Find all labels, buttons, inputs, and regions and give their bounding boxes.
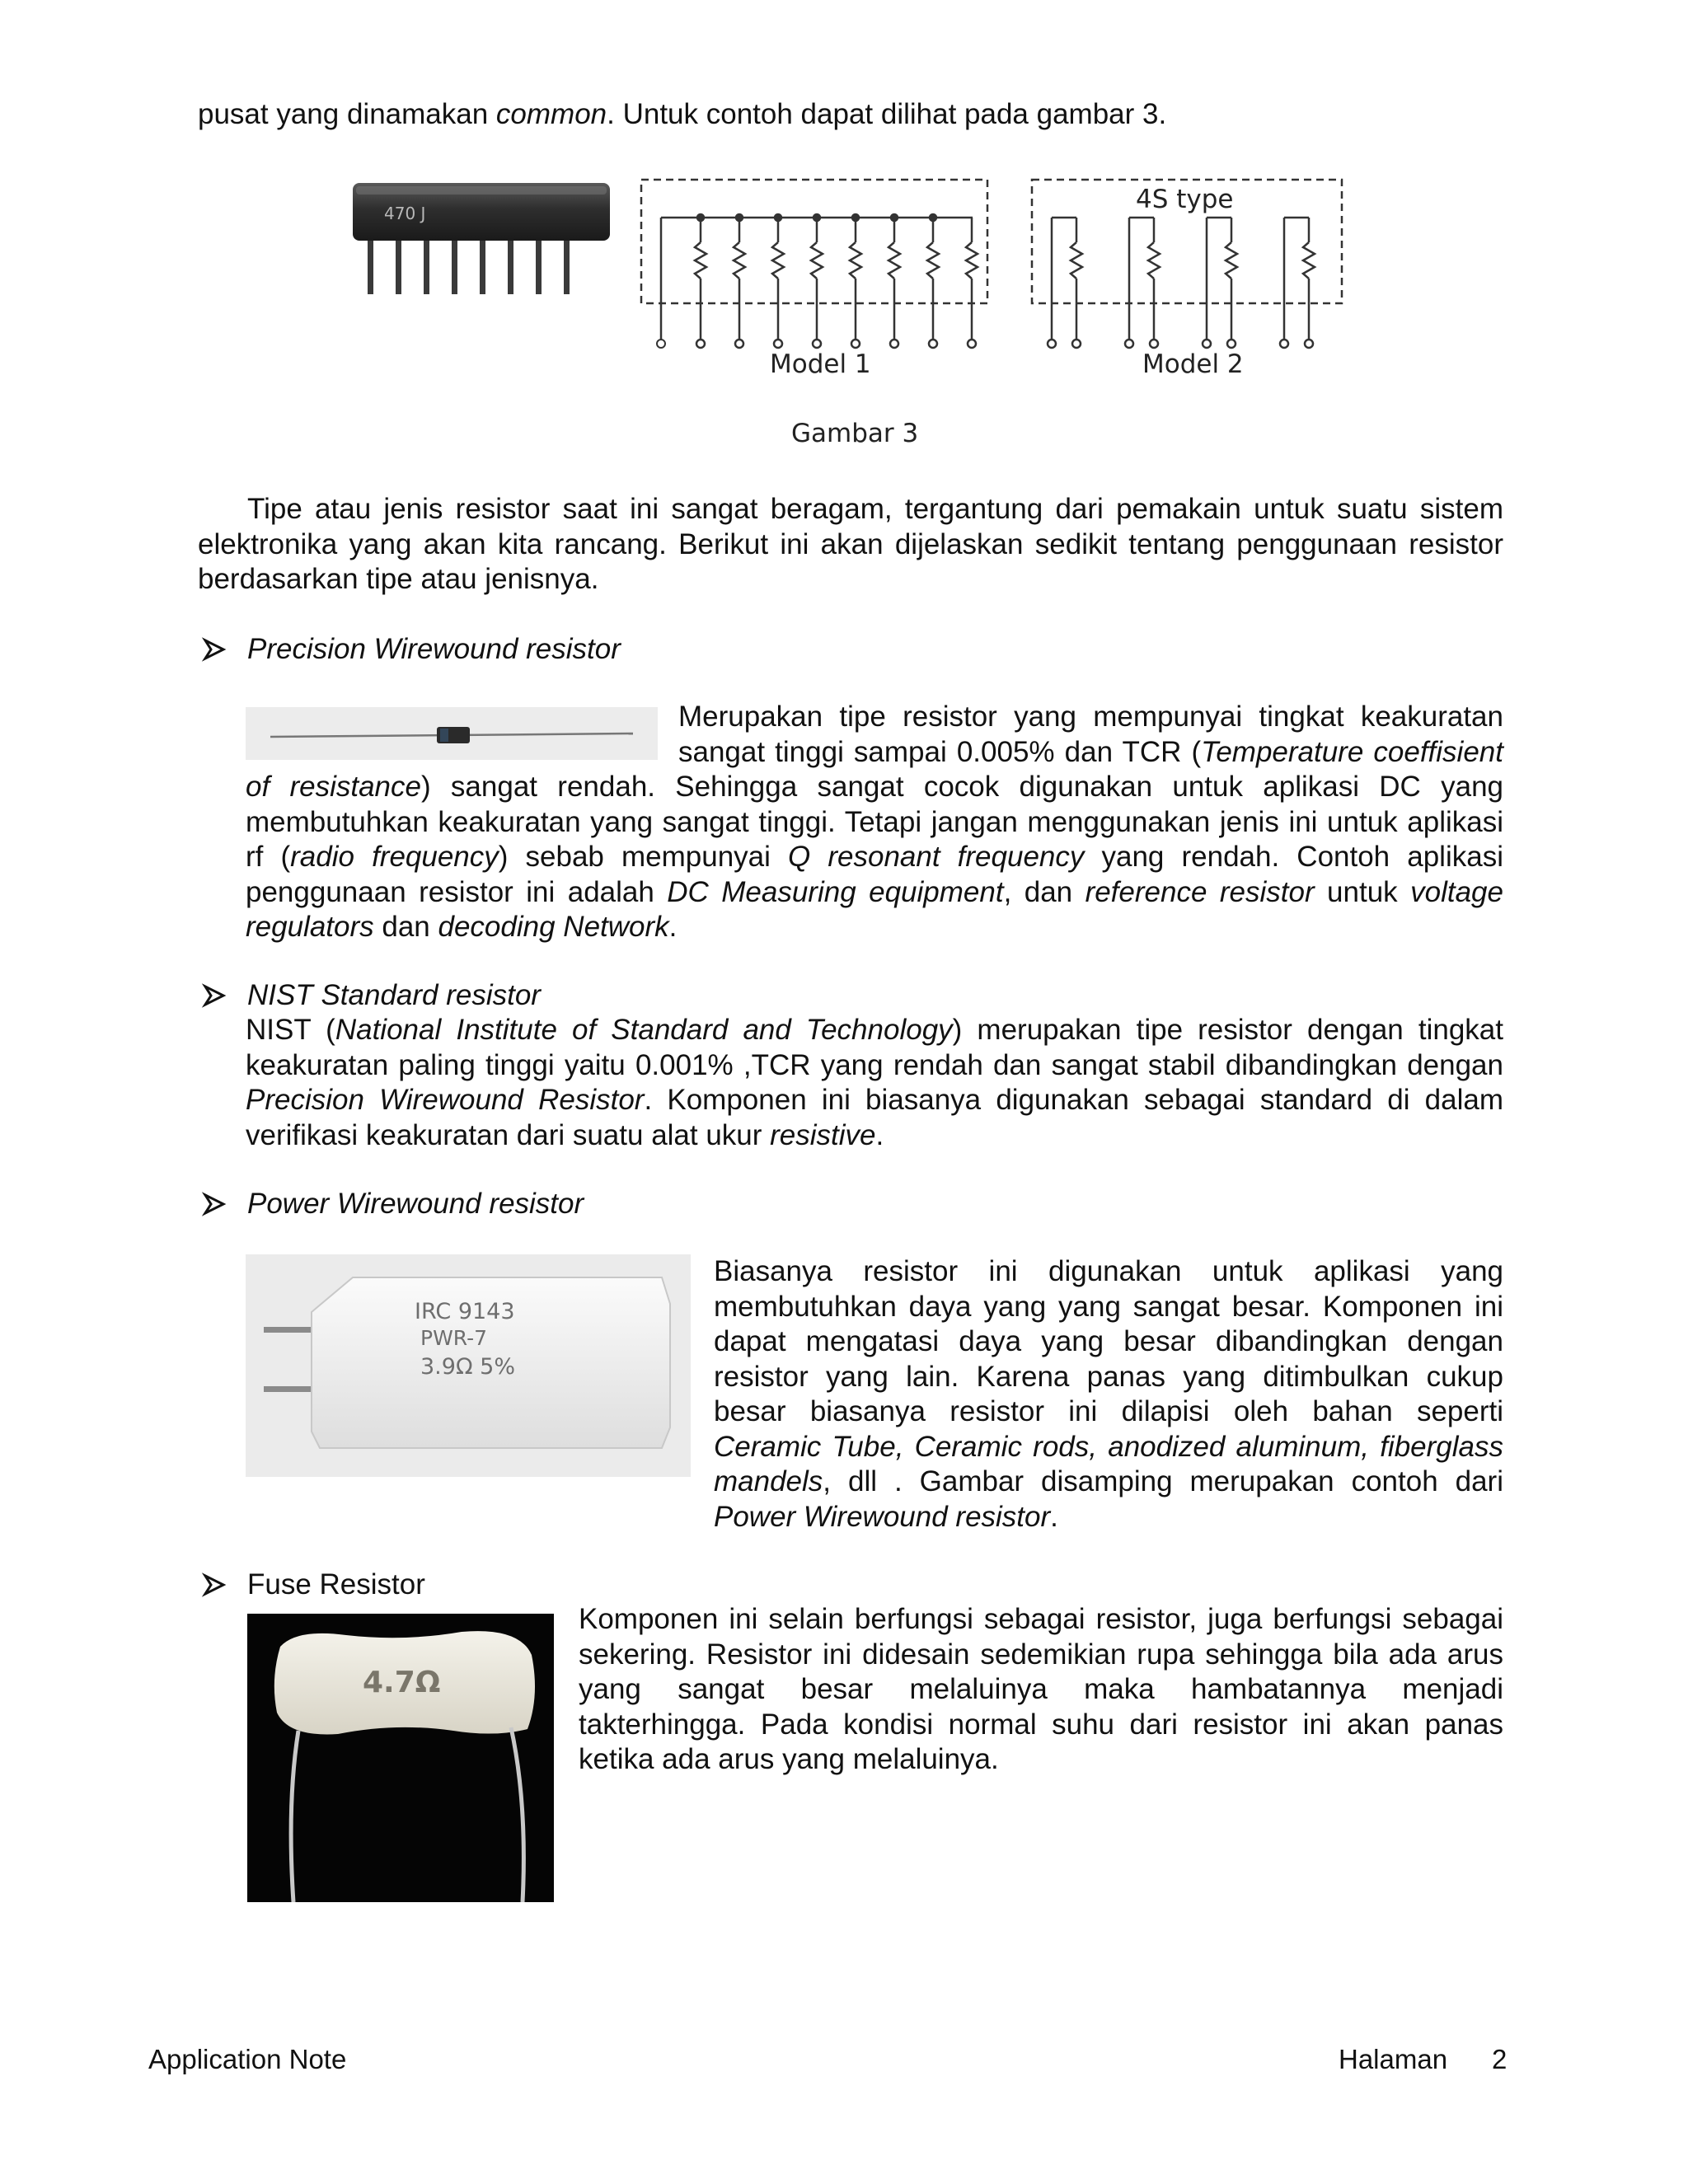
- arrowhead-bullet-icon: [198, 632, 231, 667]
- nist-paragraph: [246, 1013, 1503, 1153]
- italic-term: resistive: [770, 1118, 876, 1151]
- power-image-space: [246, 1254, 714, 1500]
- italic-term: decoding Network: [438, 911, 669, 943]
- text: NIST (: [246, 1014, 335, 1046]
- italic-term: National Institute of Standard and Technology: [335, 1014, 953, 1046]
- power-paragraph: [246, 1254, 1503, 1535]
- italic-term: Q resonant frequency: [788, 841, 1085, 873]
- precision-paragraph: [246, 700, 1503, 945]
- italic-term: DC Measuring equipment: [667, 875, 1004, 908]
- text: yang rendah. Contoh aplikasi penggunaan resistor ini adalah: [246, 841, 1503, 908]
- footer-left: Application Note: [148, 2044, 347, 2074]
- power-resistor-marking-1: IRC 9143: [415, 1299, 515, 1324]
- intro-text-end: . Untuk contoh dapat dilihat pada gambar 3.: [607, 98, 1167, 130]
- types-paragraph: Tipe atau jenis resistor saat ini sangat beragam, tergantung dari pemakain untuk suatu sistem elektronika yang akan kita rancang. Berikut ini akan dijelaskan sedikit tentang penggunaan resistor berdasarkan tipe atau jenisnya.: [198, 493, 1503, 595]
- section-title-precision: Precision Wirewound resistor: [247, 633, 621, 665]
- intro-italic-term: common: [495, 98, 607, 130]
- text: untuk: [1314, 875, 1411, 908]
- fuse-resistor-photo: [247, 1614, 554, 1902]
- arrowhead-bullet-icon: [198, 978, 231, 1013]
- model-1-schematic: [636, 175, 999, 381]
- model-2-label: Model 2: [1142, 349, 1244, 379]
- model-2-schematic: [1027, 175, 1357, 381]
- intro-line: [198, 97, 1517, 133]
- intro-text: pusat yang dinamakan: [198, 98, 496, 130]
- footer-page-label: Halaman: [1339, 2044, 1448, 2074]
- model-2-type-label: 4S type: [1136, 185, 1234, 214]
- text: , dll . Gambar disamping merupakan contoh dari: [823, 1465, 1503, 1497]
- italic-term: Temperature coeffisient of resistance: [246, 735, 1503, 803]
- fuse-paragraph: Komponen ini selain berfungsi sebagai resistor, juga berfungsi sebagai sekering. Resistor ini didesain sedemikian rupa sehingga bila ada arus yang sangat besar melaluinya maka hambatannya menjadi takterhingga. Pada kondisi normal suhu dari resistor ini akan panas ketika ada arus yang melaluinya.: [579, 1603, 1503, 1775]
- text: .: [668, 911, 678, 943]
- text: .: [875, 1118, 884, 1151]
- section-title-power: Power Wirewound resistor: [247, 1188, 584, 1220]
- text: ) merupakan tipe resistor dengan tingkat keakuratan paling tinggi yaitu 0.001% ,TCR yang rendah dan sangat stabil dibandingkan dengan: [246, 1014, 1503, 1081]
- text: ) sangat rendah. Sehingga sangat cocok digunakan untuk aplikasi DC yang membutuhkan keakuratan yang sangat tinggi. Tetapi jangan menggunakan jenis ini untuk aplikasi rf (: [246, 771, 1503, 873]
- text: dan: [373, 911, 438, 943]
- italic-term: Power Wirewound resistor: [714, 1500, 1051, 1533]
- arrowhead-bullet-icon: [198, 1187, 231, 1221]
- fuse-resistor-marking: 4.7Ω: [363, 1666, 441, 1699]
- section-title-fuse: Fuse Resistor: [247, 1568, 425, 1601]
- arrowhead-bullet-icon: [198, 1568, 231, 1602]
- sip-resistor-network-photo: [345, 173, 617, 313]
- italic-term: Ceramic Tube, Ceramic rods, anodized aluminum, fiberglass mandels: [714, 1430, 1503, 1497]
- italic-term: radio frequency: [290, 841, 499, 873]
- power-resistor-marking-3: 3.9Ω 5%: [420, 1354, 515, 1380]
- italic-term: reference resistor: [1085, 875, 1315, 908]
- italic-term: Precision Wirewound Resistor: [246, 1084, 645, 1116]
- italic-term: voltage regulators: [246, 875, 1503, 943]
- text: . Komponen ini biasanya digunakan sebagai standard di dalam verifikasi keakuratan dari suatu alat ukur: [246, 1084, 1503, 1151]
- text: Merupakan tipe resistor yang mempunyai tingkat keakuratan sangat tinggi sampai 0.005% dan TCR (: [678, 701, 1503, 768]
- model-1-label: Model 1: [770, 349, 871, 379]
- text: , dan: [1003, 875, 1085, 908]
- footer-page-number: 2: [1492, 2044, 1507, 2074]
- text: Biasanya resistor ini digunakan untuk aplikasi yang membutuhkan daya yang yang sangat besar. Komponen ini dapat mengatasi daya yang besar dibandingkan dengan resistor yang lain. Karena panas yang ditimbulkan cukup besar biasanya resistor ini dilapisi oleh bahan seperti: [714, 1255, 1503, 1427]
- figure-caption: Gambar 3: [791, 419, 919, 448]
- section-title-nist: NIST Standard resistor: [247, 979, 541, 1011]
- text: ) sebab mempunyai: [498, 841, 789, 873]
- precision-image-space: [246, 700, 678, 770]
- chip-marking: 470 J: [384, 204, 426, 223]
- power-resistor-marking-2: PWR-7: [420, 1326, 488, 1350]
- text: .: [1050, 1500, 1058, 1533]
